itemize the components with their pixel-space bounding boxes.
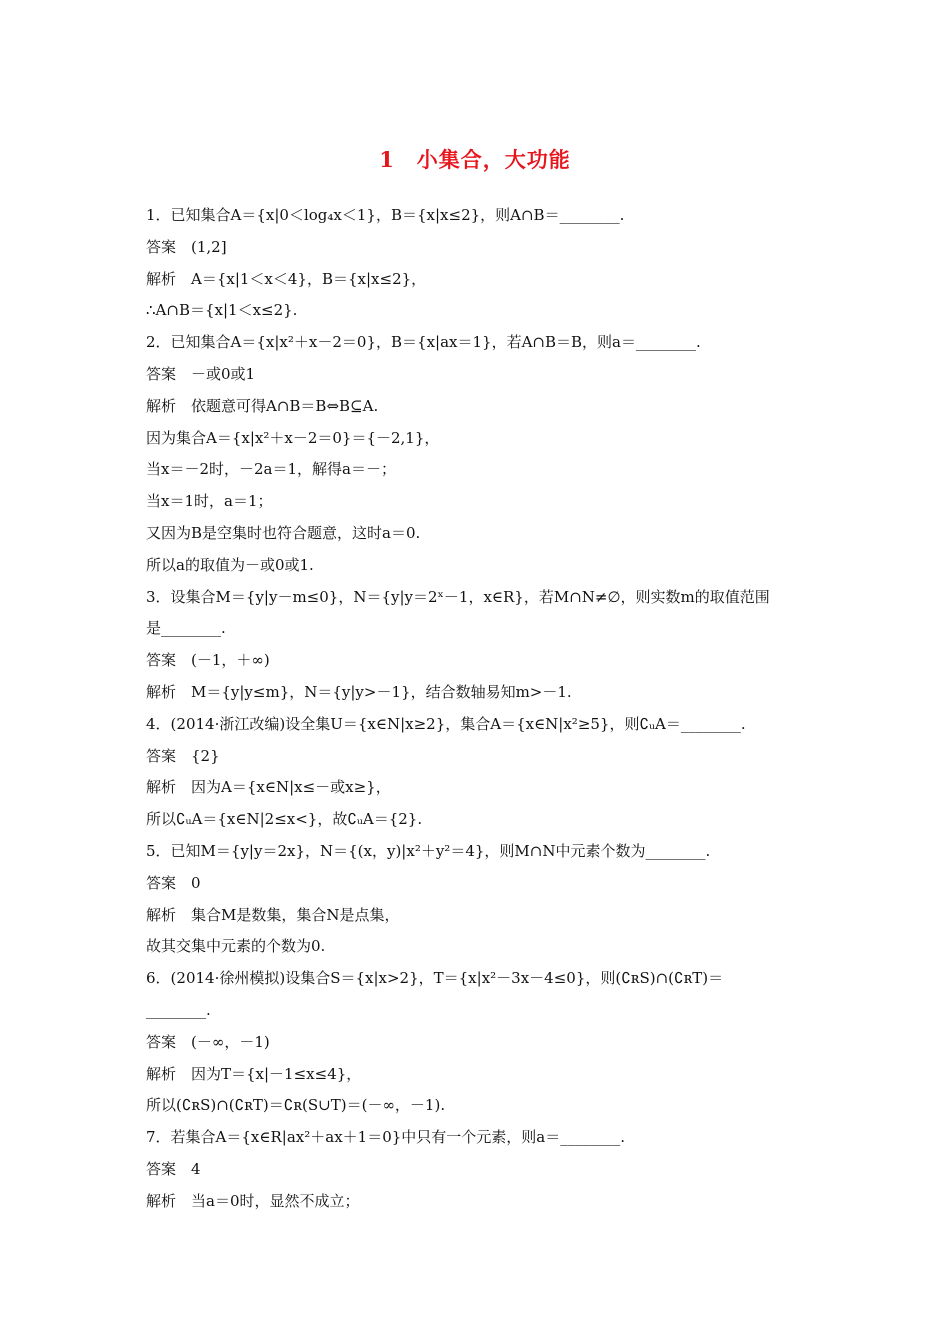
problem-7-question: 7．若集合A＝{x∈R|ax²＋ax＋1＝0}中只有一个元素，则a＝________. [146,1128,625,1147]
problem-2-analysis: 解析 依题意可得A∩B＝B⇔B⊆A. [146,396,379,415]
problem-4-question: 4．(2014·浙江改编)设全集U＝{x∈N|x≥2}，集合A＝{x∈N|x²≥5}，则∁ᵤA＝________. [146,714,746,733]
problem-3-analysis: 解析 M＝{y|y≤m}，N＝{y|y>－1}，结合数轴易知m>－1. [146,682,572,701]
problem-2-analysis-cont: 当x＝1时，a＝1； [146,492,273,511]
problem-1-analysis: 解析 A＝{x|1＜x＜4}，B＝{x|x≤2}， [146,269,427,288]
problem-7-analysis: 解析 当a＝0时，显然不成立； [146,1191,360,1210]
problem-4-analysis: 解析 因为A＝{x∈N|x≤－或x≥}， [146,778,391,797]
problem-4-answer: 答案 {2} [146,746,220,765]
problem-3-answer: 答案 (－1，＋∞) [146,651,270,670]
problem-6-analysis: 解析 因为T＝{x|－1≤x≤4}， [146,1064,362,1083]
problem-4-analysis-cont: 所以∁ᵤA＝{x∈N|2≤x<}，故∁ᵤA＝{2}. [146,810,423,829]
problem-2-answer: 答案 －或0或1 [146,364,256,383]
problem-2-analysis-cont: 又因为B是空集时也符合题意，这时a＝0. [146,523,421,542]
problem-5-question: 5．已知M＝{y|y＝2x}，N＝{(x，y)|x²＋y²＝4}，则M∩N中元素个数为________. [146,841,711,860]
problem-1-analysis-cont: ∴A∩B＝{x|1＜x≤2}. [146,301,298,320]
problem-1-question: 1．已知集合A＝{x|0＜log₄x＜1}，B＝{x|x≤2}，则A∩B＝________. [146,206,625,224]
problem-5-analysis-cont: 故其交集中元素的个数为0. [146,937,326,956]
problem-3-question-cont: 是________. [146,619,226,638]
page-title: 1 小集合，大功能 [379,147,571,172]
problem-list [146,200,816,1218]
problem-6-question: 6．(2014·徐州模拟)设集合S＝{x|x>2}，T＝{x|x²－3x－4≤0}，则(∁ʀS)∩(∁ʀT)＝ [146,969,724,988]
problem-2-analysis-cont: 所以a的取值为－或0或1. [146,555,314,574]
problem-1-answer: 答案 (1,2] [146,237,227,256]
problem-5-analysis: 解析 集合M是数集，集合N是点集， [146,905,400,924]
problem-6-question-cont: ________. [146,1000,211,1019]
problem-2-analysis-cont: 当x＝－2时，－2a＝1，解得a＝－； [146,460,396,479]
problem-2-question: 2．已知集合A＝{x|x²＋x－2＝0}，B＝{x|ax＝1}，若A∩B＝B，则a＝________. [146,333,701,352]
problem-6-analysis-cont: 所以(∁ʀS)∩(∁ʀT)＝∁ʀ(S∪T)＝(－∞，－1). [146,1096,446,1115]
problem-5-answer: 答案 0 [146,873,201,892]
problem-6-answer: 答案 (－∞，－1) [146,1032,270,1051]
problem-3-question: 3．设集合M＝{y|y－m≤0}，N＝{y|y＝2ˣ－1，x∈R}，若M∩N≠∅，则实数m的取值范围 [146,587,770,606]
problem-7-answer: 答案 4 [146,1159,201,1178]
problem-2-analysis-cont: 因为集合A＝{x|x²＋x－2＝0}＝{－2,1}， [146,428,440,447]
